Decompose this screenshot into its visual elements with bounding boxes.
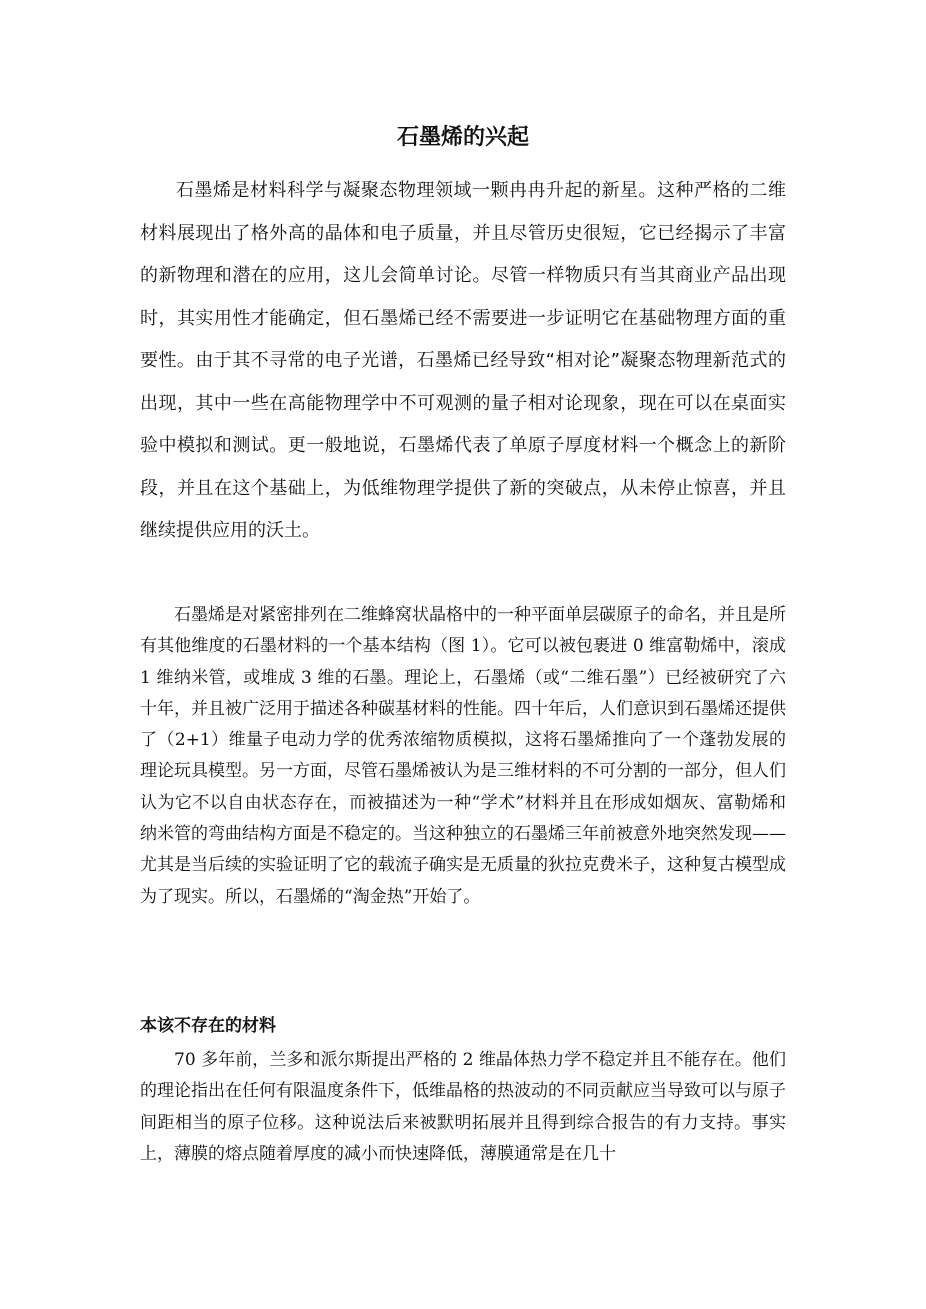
paragraph-graphene-definition: 石墨烯是对紧密排列在二维蜂窝状晶格中的一种平面单层碳原子的命名，并且是所有其他维度的石墨材料的一个基本结构（图 1）。它可以被包裹进 0 维富勒烯中，滚成 1 维纳米管，或堆成 3 维的石墨。理论上，石墨烯（或“二维石墨”）已经被研究了六十年，并且被广泛用于描述各种碳基材料的性能。四十年后，人们意识到石墨烯还提供了（2+1）维量子电动力学的优秀浓缩物质模拟，这将石墨烯推向了一个蓬勃发展的理论玩具模型。另一方面，尽管石墨烯被认为是三维材料的不可分割的一部分，但人们认为它不以自由状态存在，而被描述为一种“学术”材料并且在形成如烟灰、富勒烯和纳米管的弯曲结构方面是不稳定的。当这种独立的石墨烯三年前被意外地突然发现——尤其是当后续的实验证明了它的载流子确实是无质量的狄拉克费米子，这种复古模型成为了现实。所以，石墨烯的“淘金热”开始了。 (140, 605, 786, 907)
paragraph-intro: 石墨烯是材料科学与凝聚态物理领域一颗冉冉升起的新星。这种严格的二维材料展现出了格外高的晶体和电子质量，并且尽管历史很短，它已经揭示了丰富的新物理和潜在的应用，这儿会简单讨论。尽管一样物质只有当其商业产品出现时，其实用性才能确定，但石墨烯已经不需要进一步证明它在基础物理方面的重要性。由于其不寻常的电子光谱，石墨烯已经导致“相对论”凝聚态物理新范式的出现，其中一些在高能物理学中不可观测的量子相对论现象，现在可以在桌面实验中模拟和测试。更一般地说，石墨烯代表了单原子厚度材料一个概念上的新阶段，并且在这个基础上，为低维物理学提供了新的突破点，从未停止惊喜，并且继续提供应用的沃土。 (140, 180, 786, 541)
document-title: 石墨烯的兴起 (396, 125, 529, 150)
section-heading: 本该不存在的材料 (140, 1016, 276, 1036)
paragraph-stability: 70 多年前，兰多和派尔斯提出严格的 2 维晶体热力学不稳定并且不能存在。他们的理论指出在任何有限温度条件下，低维晶格的热波动的不同贡献应当导致可以与原子间距相当的原子位移。这种说法后来被默明拓展并且得到综合报告的有力支持。事实上，薄膜的熔点随着厚度的减小而快速降低，薄膜通常是在几十 (140, 1050, 786, 1164)
